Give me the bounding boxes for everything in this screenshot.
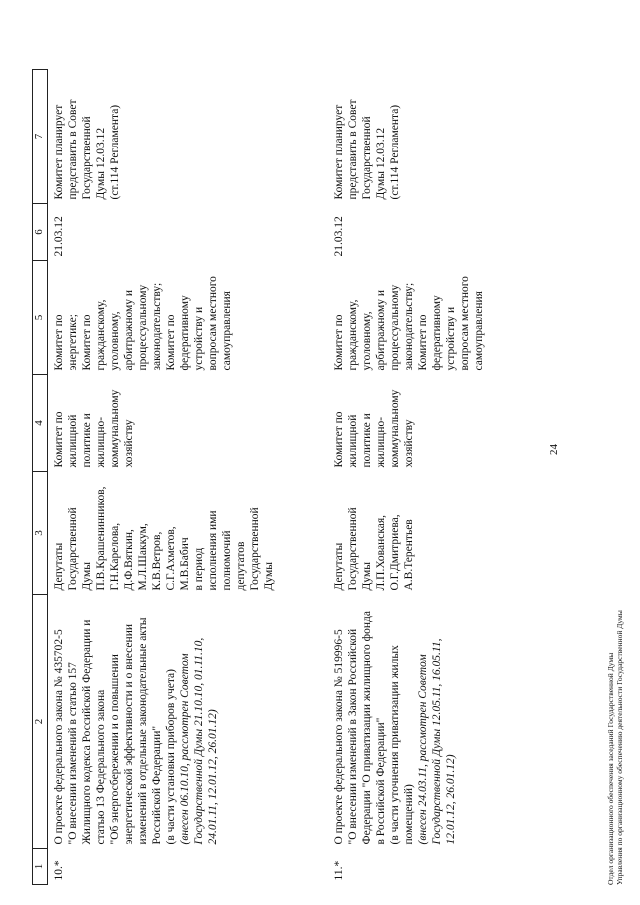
author-line: Думы	[361, 562, 374, 591]
co-committee-line: процессуальному	[137, 284, 150, 371]
committee-line: жилищно-	[95, 416, 108, 468]
author-line: Государственной	[249, 507, 262, 591]
co-committee-line: энергетике;	[67, 314, 80, 371]
co-committee-line: уголовному,	[109, 311, 122, 371]
responsible-committee	[48, 375, 323, 472]
author-line: исполнения ими	[207, 510, 220, 591]
author-line: С.Г.Ахметов,	[165, 526, 178, 591]
bill-title	[322, 595, 486, 849]
review-date: 21.03.12	[333, 216, 345, 257]
committee-line: хозяйству	[123, 419, 136, 468]
co-committee-line: вопросам местного	[459, 276, 472, 371]
bill-note-line: Государственной Думы 12.05.11, 16.05.11,	[431, 638, 444, 845]
plan-note	[322, 70, 486, 204]
author-line: О.Г.Дмитриева,	[389, 514, 402, 591]
author-line: К.В.Ветров,	[151, 531, 164, 591]
header-cell-5: 5	[33, 261, 48, 375]
committee-line: коммунальному	[109, 389, 122, 468]
bill-title-line: изменений в отдельные законодательные акты	[137, 617, 150, 845]
author-line: Депутаты	[333, 542, 345, 591]
plan-line: Думы 12.03.12	[95, 127, 108, 200]
responsible-committee	[322, 375, 486, 472]
footer-line: Управления по организационному обеспечению деятельности Государственной Думы	[615, 610, 624, 885]
author-line: Депутаты	[53, 542, 65, 591]
co-committee-line: федеративному	[431, 295, 444, 371]
committee-line: Комитет по	[333, 411, 345, 468]
co-committee-line: законодательству;	[403, 282, 416, 371]
plan-line: представить в Совет	[347, 99, 360, 200]
co-committee-line: Комитет по	[333, 314, 345, 371]
co-committee-line: устройству и	[445, 306, 458, 371]
author-line: Думы	[81, 562, 94, 591]
bill-authors	[48, 472, 323, 595]
committee-line: жилищной	[347, 414, 360, 468]
author-line: Г.Н.Карелова,	[109, 522, 122, 591]
committee-line: политике и	[361, 413, 374, 468]
bill-note-line: Государственной Думы 21.10.10, 01.11.10,	[193, 637, 206, 845]
header-cell-2: 2	[33, 595, 48, 849]
co-committees	[48, 261, 323, 375]
header-cell-6: 6	[33, 204, 48, 261]
bill-title-line: помещений)	[403, 784, 416, 845]
author-line: Государственной	[347, 507, 360, 591]
plan-line: Комитет планирует	[333, 104, 345, 200]
header-cell-3: 3	[33, 472, 48, 595]
bill-title-line: "О внесении изменений в Закон Российской	[347, 628, 360, 845]
bill-title-line: О проекте федерального закона № 435702-5	[53, 629, 65, 845]
committee-line: жилищно-	[375, 416, 388, 468]
co-committee-line: самоуправления	[221, 291, 234, 371]
bill-title-line: в Российской Федерации"	[375, 717, 388, 845]
footer	[606, 610, 624, 885]
bill-title	[48, 595, 323, 849]
plan-line: Думы 12.03.12	[375, 127, 388, 200]
review-date: 21.03.12	[53, 216, 65, 257]
bill-note-line: 24.01.11, 12.01.12, 26.01.12)	[207, 709, 220, 845]
bill-note-line: (внесен 24.03.11, рассмотрен Советом	[417, 654, 430, 845]
co-committee-line: Комитет по	[53, 314, 65, 371]
author-line: Думы	[263, 562, 276, 591]
bill-title-line: О проекте федерального закона № 519996-5	[333, 629, 345, 845]
author-line: Д.Ф.Вяткин,	[123, 529, 136, 591]
bill-title-line: "Об энергосбережении и о повышении	[109, 654, 122, 845]
co-committee-line: арбитражному и	[123, 289, 136, 371]
co-committee-line: Комитет по	[417, 314, 430, 371]
plan-line: Комитет планирует	[53, 104, 65, 200]
bill-title-line: Жилищного кодекса Российской Федерации и	[81, 619, 94, 845]
committee-line: политике и	[81, 413, 94, 468]
bill-title-line: (в части уточнения приватизации жилых	[389, 645, 402, 845]
author-line: А.В.Терентьев	[403, 519, 416, 591]
co-committee-line: гражданскому,	[347, 299, 360, 371]
bill-title-line: (в части установки приборов учета)	[165, 669, 178, 845]
bill-title-line: "О внесении изменений в статью 157	[67, 662, 80, 845]
bill-title-line: энергетической эффективности и о внесении	[123, 624, 136, 845]
author-line: Государственной	[67, 507, 80, 591]
bill-title-line: Федерации "О приватизации жилищного фонда	[361, 611, 374, 845]
committee-line: коммунальному	[389, 389, 402, 468]
header-row	[33, 70, 48, 885]
co-committee-line: законодательству;	[151, 282, 164, 371]
bill-title-line: статью 13 Федерального закона	[95, 689, 108, 845]
bill-note-line: 12.01.12, 26.01.12)	[445, 754, 458, 845]
page-number: 24	[548, 444, 560, 455]
agenda-table	[32, 69, 486, 885]
committee-line: жилищной	[67, 414, 80, 468]
author-line: в период	[193, 547, 206, 591]
bill-authors	[322, 472, 486, 595]
author-line: полномочий	[221, 530, 234, 591]
co-committee-line: уголовному,	[361, 311, 374, 371]
author-line: П.В.Крашенинников,	[95, 486, 108, 591]
table-row	[322, 70, 486, 885]
committee-line: Комитет по	[53, 411, 65, 468]
co-committee-line: устройству и	[193, 306, 206, 371]
footer-line: Отдел организационного обеспечения заседаний Государственной Думы	[606, 652, 615, 885]
header-cell-1: 1	[33, 849, 48, 885]
plan-note	[48, 70, 323, 204]
co-committee-line: арбитражному и	[375, 289, 388, 371]
co-committee-line: Комитет по	[165, 314, 178, 371]
co-committee-line: процессуальному	[389, 284, 402, 371]
co-committee-line: федеративному	[179, 295, 192, 371]
plan-line: Государственной	[81, 116, 94, 200]
co-committee-line: Комитет по	[81, 314, 94, 371]
plan-line: Государственной	[361, 116, 374, 200]
bill-note-line: (внесен 06.10.10, рассмотрен Советом	[179, 653, 192, 845]
plan-line: представить в Совет	[67, 99, 80, 200]
bill-title-line: Российской Федерации"	[151, 725, 164, 845]
header-cell-4: 4	[33, 375, 48, 472]
author-line: М.Л.Шаккум,	[137, 523, 150, 591]
co-committees	[322, 261, 486, 375]
plan-line: (ст.114 Регламента)	[109, 104, 122, 200]
row-number: 11.*	[333, 860, 345, 881]
plan-line: (ст.114 Регламента)	[389, 104, 402, 200]
author-line: М.В.Бабич	[179, 537, 192, 591]
table-row	[48, 70, 323, 885]
row-number: 10.*	[53, 860, 65, 881]
author-line: Л.П.Хованская,	[375, 514, 388, 591]
co-committee-line: самоуправления	[473, 291, 486, 371]
co-committee-line: гражданскому,	[95, 299, 108, 371]
header-cell-7: 7	[33, 70, 48, 204]
co-committee-line: вопросам местного	[207, 276, 220, 371]
author-line: депутатов	[235, 541, 248, 591]
committee-line: хозяйству	[403, 419, 416, 468]
